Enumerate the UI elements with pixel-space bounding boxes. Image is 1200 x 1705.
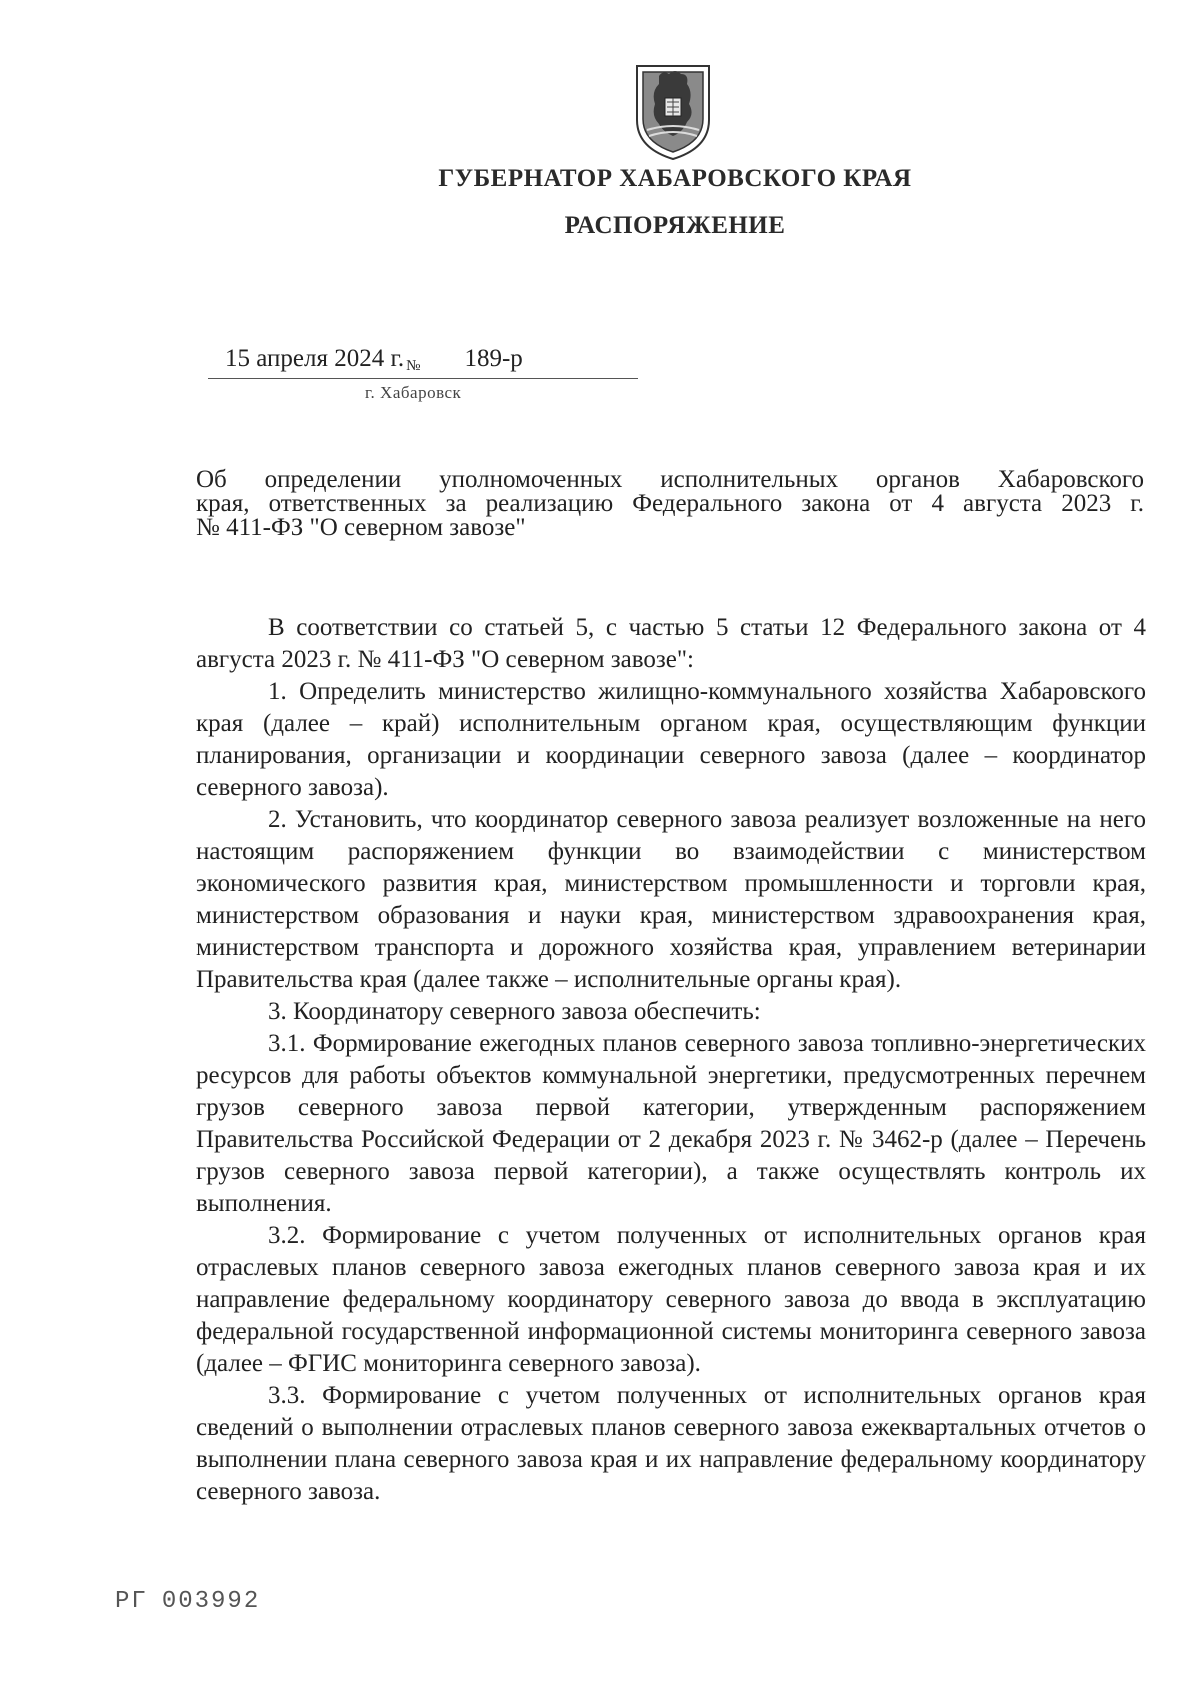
clause-1: 1. Определить министерство жилищно-коммунального хозяйства Хабаровского края (далее – край) исполнительным органом края, осуществляющим функции планирования, организации и координации северного завоза (далее – координатор северного завоза). bbox=[196, 678, 1146, 801]
clause-3: 3. Координатору северного завоза обеспечить: bbox=[268, 998, 761, 1025]
title-line-1: Об определении уполномоченных исполнительных органов Хабаровского bbox=[196, 466, 1144, 493]
clause-2: 2. Установить, что координатор северного завоза реализует возложенные на него настоящим распоряжением функции во взаимодействии с министерством экономического развития края, министерством промышленности и торговли края, министерством образования и науки края, министерством здравоохранения края, министерством транспорта и дорожного хозяйства края, управлением ветеринарии Правительства края (далее также – исполнительные органы края). bbox=[196, 806, 1146, 993]
preamble-paragraph: В соответствии со статьей 5, с частью 5 статьи 12 Федерального закона от 4 августа 2023 г. № 411-ФЗ "О северном завозе": bbox=[196, 614, 1146, 673]
place-of-issue: г. Хабаровск bbox=[365, 383, 462, 402]
order-number: 189-р bbox=[464, 345, 523, 372]
title-line-3: № 411-ФЗ "О северном завозе" bbox=[196, 514, 526, 541]
coat-of-arms-icon bbox=[633, 62, 713, 162]
document-type-heading: РАСПОРЯЖЕНИЕ bbox=[564, 212, 786, 239]
registration-line bbox=[225, 345, 523, 375]
stamp-number: 003992 bbox=[161, 1588, 261, 1615]
issuing-authority-heading: ГУБЕРНАТОР ХАБАРОВСКОГО КРАЯ bbox=[438, 165, 912, 192]
clause-3-3: 3.3. Формирование с учетом полученных от исполнительных органов края сведений о выполнении отраслевых планов северного завоза ежеквартальных отчетов о выполнении плана северного завоза края и их направление федеральному координатору северного завоза. bbox=[196, 1382, 1146, 1505]
registration-stamp bbox=[115, 1588, 260, 1615]
clause-3-2: 3.2. Формирование с учетом полученных от исполнительных органов края отраслевых планов северного завоза ежегодных планов северного завоза края и их направление федеральному координатору северного завоза до ввода в эксплуатацию федеральной государственной информационной системы мониторинга северного завоза (далее – ФГИС мониторинга северного завоза). bbox=[196, 1222, 1146, 1377]
order-date: 15 апреля 2024 г. bbox=[225, 345, 405, 372]
title-line-2: края, ответственных за реализацию Федерального закона от 4 августа 2023 г. bbox=[196, 490, 1144, 517]
document-title bbox=[196, 468, 1144, 540]
registration-underline bbox=[208, 378, 638, 379]
document-body bbox=[196, 612, 1146, 1508]
number-label: № bbox=[406, 358, 421, 374]
stamp-series: РГ bbox=[115, 1588, 148, 1615]
clause-3-1: 3.1. Формирование ежегодных планов северного завоза топливно-энергетических ресурсов для работы объектов коммунальной энергетики, предусмотренных перечнем грузов северного завоза первой категории, утвержденным распоряжением Правительства Российской Федерации от 2 декабря 2023 г. № 3462-р (далее – Перечень грузов северного завоза первой категории), а также осуществлять контроль их выполнения. bbox=[196, 1030, 1146, 1217]
